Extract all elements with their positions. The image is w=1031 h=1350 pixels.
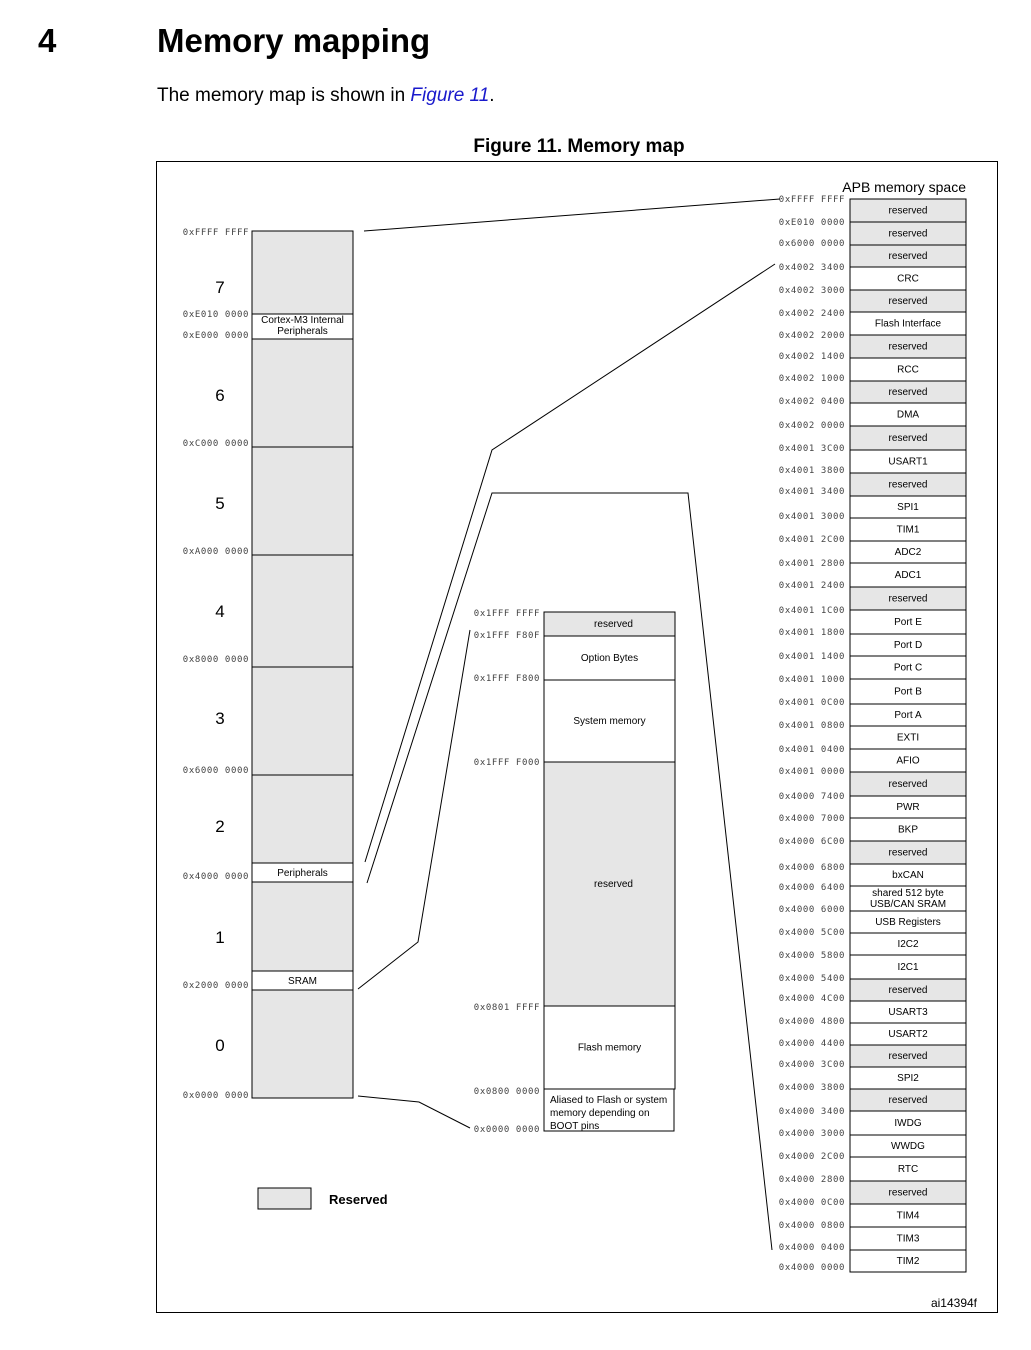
apb-block-label: USART2 (888, 1029, 928, 1040)
apb-block-label: reserved (888, 847, 928, 859)
apb-block-label: RCC (897, 364, 919, 376)
intro-end: . (489, 85, 495, 106)
section-number: 4 (38, 22, 57, 59)
block-number-4: 4 (215, 602, 225, 621)
apb-block-label: shared 512 byte (872, 888, 944, 899)
block-number-2: 2 (215, 817, 225, 836)
legend-reserved-label: Reserved (329, 1192, 388, 1207)
figure-id: ai14394f (930, 1296, 977, 1310)
apb-address: 0x4002 1400 (778, 352, 845, 362)
apb-block-label: RTC (897, 1164, 919, 1175)
legend-reserved-swatch (258, 1188, 311, 1209)
apb-block-label: TIM4 (896, 1210, 920, 1222)
main-address: 0x0000 0000 (182, 1091, 249, 1101)
apb-address: 0x4002 0000 (778, 421, 845, 431)
apb-address: 0x4002 1000 (778, 374, 845, 384)
apb-address: 0x4001 0C00 (778, 698, 845, 708)
apb-block-label: reserved (888, 296, 928, 307)
apb-block-label: TIM1 (896, 524, 920, 536)
apb-address: 0x4001 0400 (778, 745, 845, 755)
aliased-label: Aliased to Flash or system (550, 1095, 668, 1106)
connector-code-bottom (358, 1096, 470, 1128)
main-address: 0xA000 0000 (182, 547, 249, 557)
intro-text: The memory map is shown in (157, 85, 411, 106)
apb-address: 0x4001 3000 (778, 512, 845, 522)
apb-block-label: Flash Interface (874, 318, 942, 330)
apb-address: 0x4001 3400 (778, 487, 845, 497)
apb-address: 0x4000 0C00 (778, 1198, 845, 1208)
apb-block-label: ADC1 (894, 570, 922, 581)
main-address: 0x4000 0000 (182, 872, 249, 882)
apb-address: 0x4000 6400 (778, 883, 845, 893)
apb-block-label: IWDG (894, 1118, 922, 1129)
code-address: 0x0000 0000 (473, 1125, 540, 1135)
block-number-5: 5 (215, 494, 225, 513)
apb-block-label: Port E (894, 617, 922, 628)
figure-link[interactable]: Figure 11 (410, 85, 490, 106)
code-address: 0x1FFF FFFF (473, 609, 540, 619)
apb-block-label: BKP (897, 824, 919, 836)
apb-address: 0x4000 0800 (778, 1221, 845, 1231)
apb-block-label: EXTI (896, 732, 920, 744)
apb-address: 0x4000 6000 (778, 905, 845, 915)
apb-address: 0x4000 5400 (778, 974, 845, 984)
apb-address: 0x4000 7000 (778, 814, 845, 824)
code-block-label: System memory (573, 716, 646, 727)
main-address: 0xFFFF FFFF (182, 228, 249, 238)
apb-address: 0x4000 0000 (778, 1263, 845, 1273)
code-address: 0x1FFF F800 (473, 674, 540, 684)
apb-block-label: reserved (888, 593, 928, 605)
main-address: 0x6000 0000 (182, 766, 249, 776)
apb-address: 0x4002 0400 (778, 397, 845, 407)
apb-address: 0x4000 6800 (778, 863, 845, 873)
code-block-label: reserved (594, 619, 633, 630)
apb-address: 0x4000 0400 (778, 1243, 845, 1253)
section-title: Memory mapping (157, 22, 431, 59)
main-address: 0x2000 0000 (182, 981, 249, 991)
apb-block-label: reserved (888, 1095, 928, 1106)
figure-title: Figure 11. Memory map (473, 136, 685, 157)
apb-address: 0x4000 5800 (778, 951, 845, 961)
apb-block-label: Port D (893, 640, 923, 651)
apb-address: 0x4001 0800 (778, 721, 845, 731)
apb-block-label: PWR (896, 802, 920, 813)
apb-block-label: reserved (888, 387, 928, 398)
apb-address: 0x4001 1C00 (778, 606, 845, 616)
apb-address: 0x4000 5C00 (778, 928, 845, 938)
apb-address: 0x4000 4400 (778, 1039, 845, 1049)
apb-address: 0x4001 2C00 (778, 535, 845, 545)
apb-address: 0x4000 2C00 (778, 1152, 845, 1162)
apb-block-label: Port B (894, 686, 922, 698)
apb-address: 0x4000 2800 (778, 1175, 845, 1185)
apb-address: 0x4000 3400 (778, 1107, 845, 1117)
apb-address: 0x4000 7400 (778, 792, 845, 802)
apb-block-label: I2C1 (897, 962, 919, 973)
apb-block-label: USART3 (888, 1007, 928, 1018)
apb-block-label: bxCAN (892, 870, 924, 881)
code-block-label: Option Bytes (580, 653, 639, 664)
cortex-label-2: Peripherals (277, 326, 328, 337)
aliased-label: memory depending on (550, 1108, 650, 1119)
apb-address: 0x4000 3C00 (778, 1060, 845, 1070)
connector-code-top (358, 630, 470, 989)
apb-address: 0x4002 2000 (778, 331, 845, 341)
apb-block-label: reserved (888, 251, 928, 262)
apb-block-label: USART1 (888, 456, 928, 468)
apb-block-label: ADC2 (894, 547, 922, 558)
apb-address: 0x4001 1400 (778, 652, 845, 662)
apb-address: 0x4002 3400 (778, 263, 845, 273)
apb-address: 0x4000 6C00 (778, 837, 845, 847)
block-number-6: 6 (215, 386, 225, 405)
main-address: 0xC000 0000 (182, 439, 249, 449)
apb-address: 0x6000 0000 (778, 239, 845, 249)
main-map-column (252, 231, 353, 1098)
apb-block-label: reserved (888, 433, 928, 444)
connector-apb-top (364, 199, 780, 231)
apb-address: 0x4000 3800 (778, 1083, 845, 1093)
apb-address: 0x4001 2400 (778, 581, 845, 591)
code-address: 0x1FFF F80F (473, 631, 540, 641)
sram-label: SRAM (288, 976, 317, 987)
apb-block-label: USB/CAN SRAM (869, 899, 947, 910)
code-address: 0x0800 0000 (473, 1087, 540, 1097)
apb-address: 0x4001 3C00 (778, 444, 845, 454)
apb-block-label: WWDG (891, 1141, 925, 1152)
apb-address: 0x4001 1800 (778, 628, 845, 638)
apb-block-label: Port C (893, 662, 923, 674)
code-address: 0x0801 FFFF (473, 1003, 540, 1013)
apb-block-label: reserved (888, 1187, 928, 1199)
code-block-label: Flash memory (577, 1042, 642, 1054)
apb-address: 0x4000 4800 (778, 1017, 845, 1027)
apb-block-label: reserved (888, 779, 928, 790)
apb-block-label: SPI1 (897, 502, 919, 513)
main-address: 0xE000 0000 (182, 331, 249, 341)
apb-block-label: TIM2 (896, 1256, 920, 1267)
apb-block-label: reserved (888, 479, 928, 491)
apb-block-label: I2C2 (897, 939, 919, 950)
apb-block-label: CRC (897, 273, 919, 285)
block-number-1: 1 (215, 928, 225, 947)
block-number-3: 3 (215, 709, 225, 728)
cortex-label: Cortex-M3 Internal (261, 315, 344, 326)
apb-address: 0x4000 4C00 (778, 994, 845, 1004)
apb-block-label: SPI2 (897, 1073, 919, 1084)
apb-block-label: Port A (894, 710, 922, 721)
apb-address: 0x4002 3000 (778, 286, 845, 296)
peripherals-label: Peripherals (277, 868, 328, 879)
aliased-label: BOOT pins (550, 1121, 600, 1132)
apb-address: 0x4002 2400 (778, 309, 845, 319)
apb-block-label: reserved (888, 985, 928, 996)
block-number-0: 0 (215, 1036, 225, 1055)
apb-address: 0x4001 0000 (778, 767, 845, 777)
apb-block-label: reserved (888, 228, 928, 240)
main-address: 0xE010 0000 (182, 310, 249, 320)
apb-block-label: reserved (888, 205, 928, 217)
code-address: 0x1FFF F000 (473, 758, 540, 768)
apb-block-label: DMA (896, 409, 920, 421)
apb-address: 0x4001 2800 (778, 559, 845, 569)
apb-title: APB memory space (842, 179, 966, 195)
code-block-label: reserved (594, 879, 633, 890)
apb-address: 0xE010 0000 (778, 218, 845, 228)
main-address: 0x8000 0000 (182, 655, 249, 665)
apb-block-label: reserved (888, 1051, 928, 1062)
apb-address: 0xFFFF FFFF (778, 195, 845, 205)
apb-block-label: TIM3 (896, 1233, 920, 1245)
apb-block-label: AFIO (896, 755, 920, 767)
apb-address: 0x4001 3800 (778, 466, 845, 476)
apb-block-label: USB Registers (875, 917, 941, 928)
apb-address: 0x4001 1000 (778, 675, 845, 685)
block-number-7: 7 (215, 278, 225, 297)
apb-address: 0x4000 3000 (778, 1129, 845, 1139)
apb-block-label: reserved (888, 341, 928, 353)
